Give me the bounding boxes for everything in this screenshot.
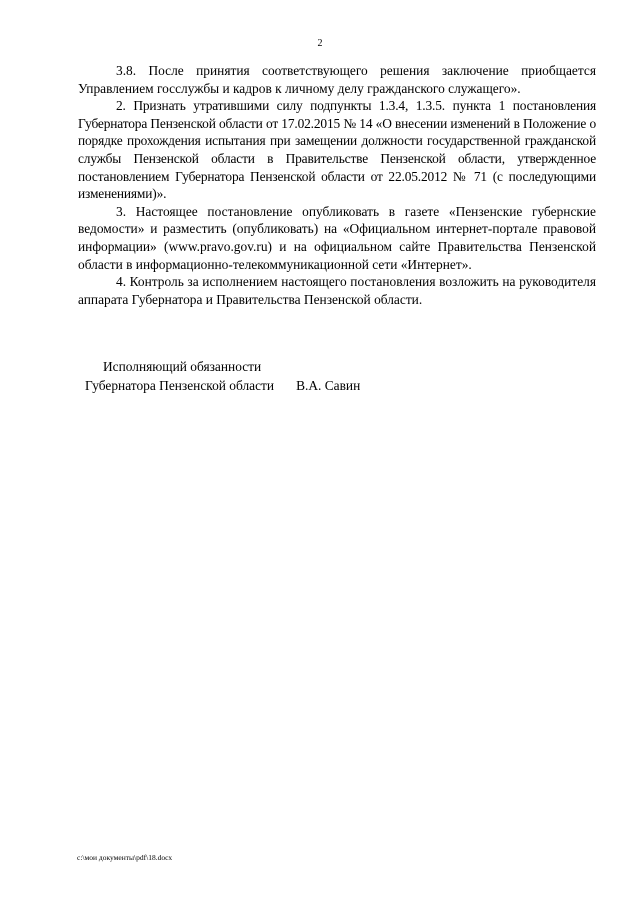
paragraph-2: 2. Признать утратившими силу подпункты 1.3.4, 1.3.5. пункта 1 постановления Губернатора Пензенской области от 17.02.2015 № 14 «О внесении изменений в Положение о порядке прохождения испытания при замещении должности государственной гражданской службы Пензенской области в Правительстве Пензенской области, утвержденное постановлением Губернатора Пензенской области от 22.05.2012 № 71 (с последующими изменениями)». [78,98,596,202]
signature-name: В.А. Савин [296,378,361,393]
signature-block [78,357,596,395]
document-body [78,62,596,308]
footer-file-path: c:\мои документы\pdf\18.docx [77,853,173,862]
paragraph-3-8: 3.8. После принятия соответствующего решения заключение приобщается Управлением госслужбы и кадров к личному делу гражданского служащего». [78,63,596,96]
signature-position: Исполняющий обязанности [103,359,262,374]
signature-title-row [78,376,596,395]
page-number: 2 [317,38,323,49]
signature-title: Губернатора Пензенской области [85,378,275,393]
paragraph-4: 4. Контроль за исполнением настоящего постановления возложить на руководителя аппарата Губернатора и Правительства Пензенской области. [78,274,596,307]
paragraph-3: 3. Настоящее постановление опубликовать в газете «Пензенские губернские ведомости» и разместить (опубликовать) на «Официальном интернет-портале правовой информации» (www.pravo.gov.ru) и на официальном сайте Правительства Пензенской области в информационно-телекоммуникационной сети «Интернет». [78,203,596,272]
